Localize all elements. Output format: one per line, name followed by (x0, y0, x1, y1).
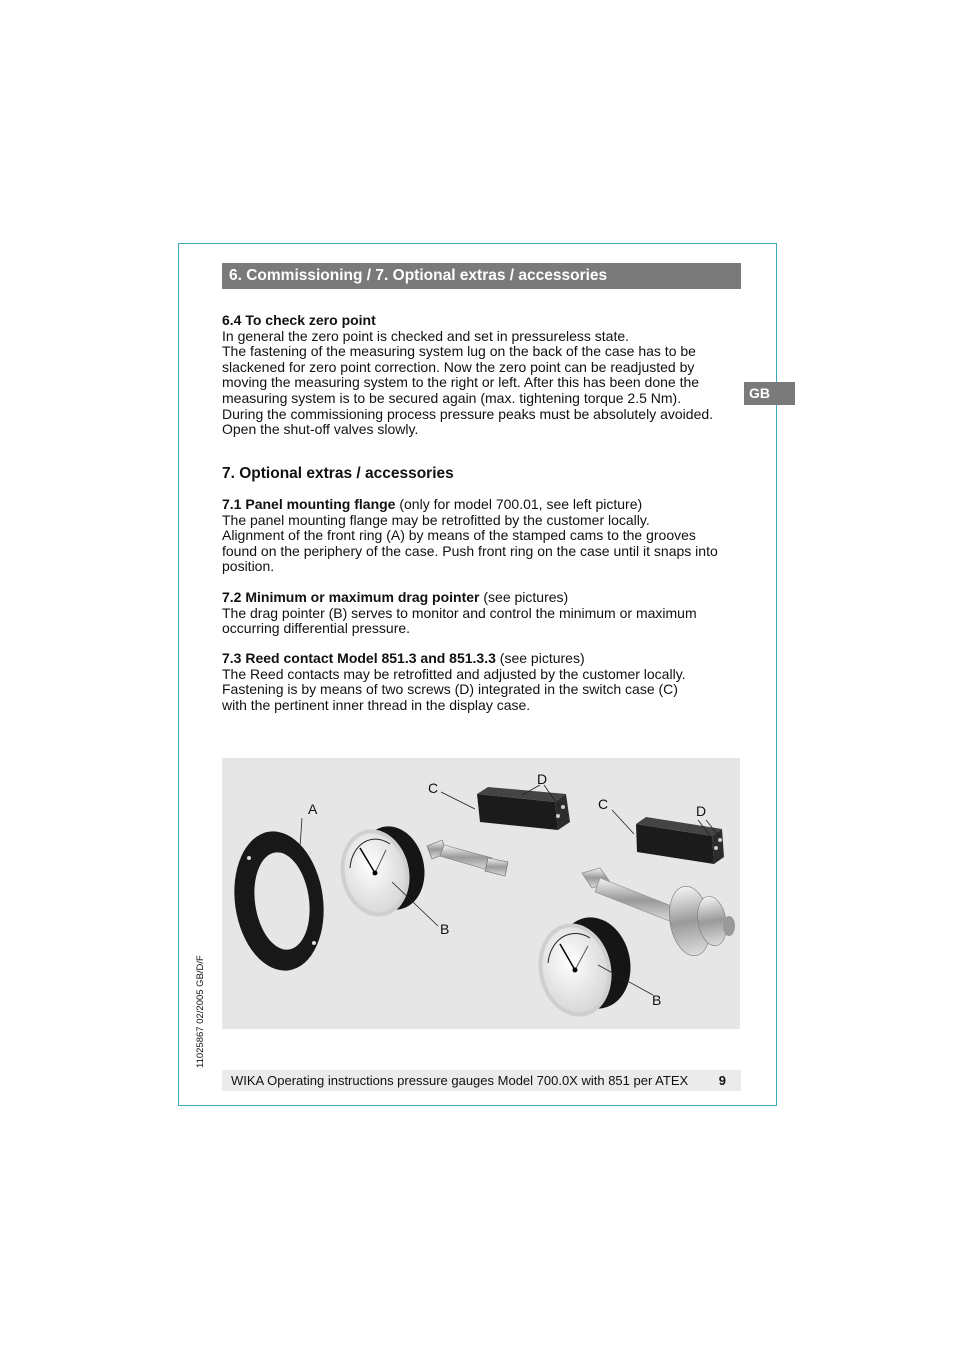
paragraph-line: Alignment of the front ring (A) by means of the stamped cams to the grooves (222, 527, 696, 544)
paragraph-line: The Reed contacts may be retrofitted and adjusted by the customer locally. (222, 665, 686, 682)
section-7-3-heading: 7.3 Reed contact Model 851.3 and 851.3.3 (222, 650, 496, 666)
accessories-figure (222, 758, 740, 1029)
section-7-1-heading: 7.1 Panel mounting flange (222, 496, 396, 512)
callout-label-a: A (308, 801, 318, 817)
section-7-3-title-line (222, 651, 747, 667)
page-number: 9 (718, 1073, 726, 1088)
page-footer (222, 1070, 741, 1091)
paragraph-line: During the commissioning process pressure peaks must be absolutely avoided. (222, 405, 714, 422)
section-7-3-note: (see pictures) (495, 650, 585, 666)
document-code: 11025867 02/2005 GB/D/F (195, 955, 206, 1068)
paragraph-line: measuring system is to be secured again (max. tightening torque 2.5 Nm). (222, 389, 682, 406)
paragraph-line: with the pertinent inner thread in the display case. (222, 696, 531, 713)
section-6-4-heading: 6.4 To check zero point (222, 312, 376, 328)
paragraph-line: The panel mounting flange may be retrofitted by the customer locally. (222, 511, 650, 528)
callout-label-b: B (652, 992, 662, 1008)
paragraph-line: position. (222, 558, 275, 575)
section-7-1 (222, 497, 747, 575)
callout-label-c: C (428, 780, 439, 796)
footer-text: WIKA Operating instructions pressure gauges Model 700.0X with 851 per ATEX (231, 1073, 689, 1088)
section-7-1-title-line (222, 497, 747, 513)
section-7-2 (222, 590, 747, 637)
reed-contact-left (477, 787, 570, 830)
section-6-4 (222, 313, 747, 438)
paragraph-line: moving the measuring system to the right or left. After this has been done the (222, 374, 700, 391)
paragraph-line: Open the shut-off valves slowly. (222, 421, 419, 438)
paragraph-line: The drag pointer (B) serves to monitor and control the minimum or maximum (222, 604, 697, 621)
section-7-2-title-line (222, 590, 747, 606)
paragraph-line: found on the periphery of the case. Push front ring on the case until it snaps into (222, 542, 718, 559)
reed-contact-right (636, 817, 724, 864)
pressure-gauge-left (333, 820, 432, 923)
page-header-title: 6. Commissioning / 7. Optional extras / accessories (222, 263, 741, 289)
connector-fitting (427, 840, 508, 876)
section-7-2-note: (see pictures) (479, 589, 569, 605)
language-tab: GB (744, 382, 795, 405)
accessories-illustration (222, 758, 740, 1029)
section-7-1-note: (only for model 700.01, see left picture) (395, 496, 643, 512)
panel-mounting-flange (226, 826, 333, 977)
paragraph-line: occurring differential pressure. (222, 620, 411, 637)
paragraph-line: Fastening is by means of two screws (D) integrated in the switch case (C) (222, 681, 678, 698)
pressure-gauge-right (530, 911, 639, 1024)
callout-label-d: D (537, 771, 548, 787)
callout-label-d: D (696, 803, 707, 819)
paragraph-line: slackened for zero point correction. Now the zero point can be readjusted by (222, 358, 695, 375)
paragraph-line: In general the zero point is checked and set in pressureless state. (222, 327, 630, 344)
callout-label-b: B (440, 921, 450, 937)
callout-label-c: C (598, 796, 609, 812)
section-7-heading: 7. Optional extras / accessories (222, 465, 454, 482)
section-7-3 (222, 651, 747, 713)
paragraph-line: The fastening of the measuring system lug on the back of the case has to be (222, 343, 696, 360)
section-7-2-heading: 7.2 Minimum or maximum drag pointer (222, 589, 480, 605)
